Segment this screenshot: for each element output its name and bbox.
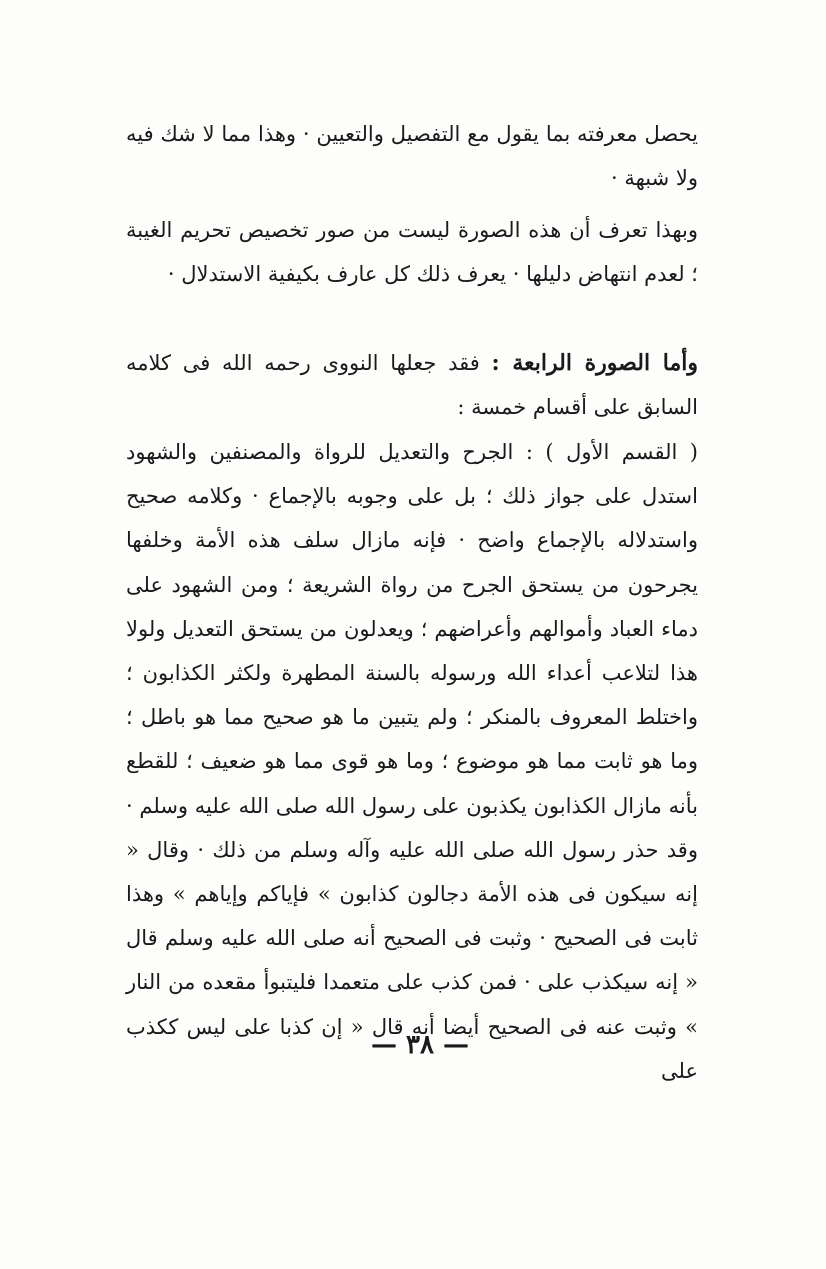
paragraph-1-text: يحصل معرفته بما يقول مع التفصيل والتعيين · وهذا مما لا شك فيه ولا شبهة · (126, 122, 698, 190)
paragraph-4 (126, 430, 698, 1093)
paragraph-2-text: وبهذا تعرف أن هذه الصورة ليست من صور تخصيص تحريم الغيبة ؛ لعدم انتهاض دليلها · يعرف ذلك كل عارف بكيفية الاستدلال · (126, 218, 698, 286)
paragraph-4-text: ( القسم الأول ) : الجرح والتعديل للرواة والمصنفين والشهود استدل على جواز ذلك ؛ بل على وجوبه بالإجماع · وكلامه صحيح واستدلاله بالإجماع واضح · فإنه مازال سلف هذه الأمة وخلفها يجرحون من يستحق الجرح من رواة الشريعة ؛ ومن الشهود على دماء العباد وأموالهم وأعراضهم ؛ ويعدلون من يستحق التعديل ولولا هذا لتلاعب أعداء الله ورسوله بالسنة المطهرة ولكثر الكذابون ؛ واختلط المعروف بالمنكر ؛ ولم يتبين ما هو صحيح مما هو باطل ؛ وما هو ثابت مما هو موضوع ؛ وما هو قوى مما هو ضعيف ؛ للقطع بأنه مازال الكذابون يكذبون على رسول الله صلى الله عليه وسلم · وقد حذر رسول الله صلى الله عليه وآله وسلم من ذلك · وقال « إنه سيكون فى هذه الأمة دجالون كذابون » فإياكم وإياهم » وهذا ثابت فى الصحيح · وثبت فى الصحيح أنه صلى الله عليه وسلم قال « إنه سيكذب على · فمن كذب على متعمدا فليتبوأ مقعده من النار » وثبت عنه فى الصحيح أيضا أنه قال « إن كذبا على ليس ككذب على (126, 440, 698, 1083)
paragraph-1 (126, 112, 698, 200)
paragraph-3 (126, 341, 698, 429)
paragraph-3-text: فقد جعلها النووى رحمه الله فى كلامه السابق على أقسام خمسة : (126, 351, 698, 419)
page-number: — ٣٨ — (370, 1030, 470, 1060)
paragraph-2 (126, 208, 698, 296)
section-heading: وأما الصورة الرابعة : (491, 350, 698, 376)
